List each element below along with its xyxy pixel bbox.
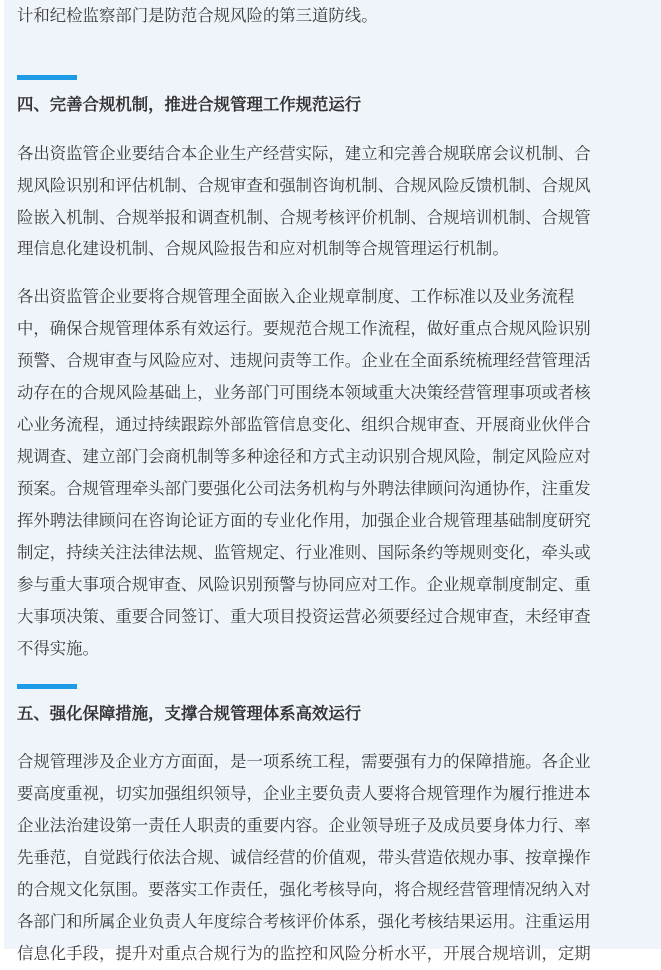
paragraph-line: 大事项决策、重要合同签订、重大项目投资运营必须要经过合规审查，未经审查: [17, 607, 591, 626]
article-body: [4, 0, 661, 963]
paragraph-line: 挥外聘法律顾问在咨询论证方面的专业化作用，加强企业合规管理基础制度研究: [17, 511, 591, 530]
paragraph-line: 先垂范，自觉践行依法合规、诚信经营的价值观，带头营造依规办事、按章操作: [17, 848, 591, 867]
section-divider-bar: [17, 75, 77, 80]
section-divider-bar: [17, 684, 77, 689]
paragraph-line: 要高度重视，切实加强组织领导，企业主要负责人要将合规管理作为履行推进本: [17, 784, 591, 803]
paragraph-line: 不得实施。: [17, 639, 99, 658]
paragraph-line: 合规管理涉及企业方方面面，是一项系统工程，需要强有力的保障措施。各企业: [17, 752, 591, 771]
paragraph-line: 预警、合规审查与风险应对、违规问责等工作。企业在全面系统梳理经营管理活: [17, 351, 591, 370]
section-5-heading: 五、强化保障措施，支撑合规管理体系高效运行: [17, 704, 362, 723]
paragraph-line: 理信息化建设机制、合规风险报告和应对机制等合规管理运行机制。: [17, 239, 509, 258]
paragraph-line: 动存在的合规风险基础上，业务部门可围绕本领域重大决策经营管理事项或者核: [17, 383, 591, 402]
paragraph-line: 规调查、建立部门会商机制等多种途径和方式主动识别合规风险，制定风险应对: [17, 447, 591, 466]
paragraph-line: 的合规文化氛围。要落实工作责任，强化考核导向，将合规经营管理情况纳入对: [17, 880, 591, 899]
paragraph-line: 心业务流程，通过持续跟踪外部监管信息变化、组织合规审查、开展商业伙伴合: [17, 415, 591, 434]
paragraph-line: 各部门和所属企业负责人年度综合考核评价体系，强化考核结果运用。注重运用: [17, 912, 591, 931]
paragraph-line: 险嵌入机制、合规举报和调查机制、合规考核评价机制、合规培训机制、合规管: [17, 208, 591, 227]
paragraph-line: 各出资监管企业要结合本企业生产经营实际，建立和完善合规联席会议机制、合: [17, 144, 591, 163]
paragraph-line: 预案。合规管理牵头部门要强化公司法务机构与外聘法律顾问沟通协作，注重发: [17, 479, 591, 498]
paragraph-line: 制定，持续关注法律法规、监管规定、行业准则、国际条约等规则变化，牵头或: [17, 543, 591, 562]
section-4-heading: 四、完善合规机制，推进合规管理工作规范运行: [17, 95, 362, 114]
paragraph-line: 规风险识别和评估机制、合规审查和强制咨询机制、合规风险反馈机制、合规风: [17, 176, 591, 195]
paragraph-line: 企业法治建设第一责任人职责的重要内容。企业领导班子及成员要身体力行、率: [17, 816, 591, 835]
intro-tail-text: 计和纪检监察部门是防范合规风险的第三道防线。: [17, 6, 378, 25]
paragraph-line: 各出资监管企业要将合规管理全面嵌入企业规章制度、工作标准以及业务流程: [17, 287, 575, 306]
paragraph-line: 参与重大事项合规审查、风险识别预警与协同应对工作。企业规章制度制定、重: [17, 575, 591, 594]
paragraph-line: 中，确保合规管理体系有效运行。要规范合规工作流程，做好重点合规风险识别: [17, 319, 591, 338]
paragraph-line: 信息化手段，提升对重点合规行为的监控和风险分析水平，开展合规培训，定期: [17, 944, 591, 963]
